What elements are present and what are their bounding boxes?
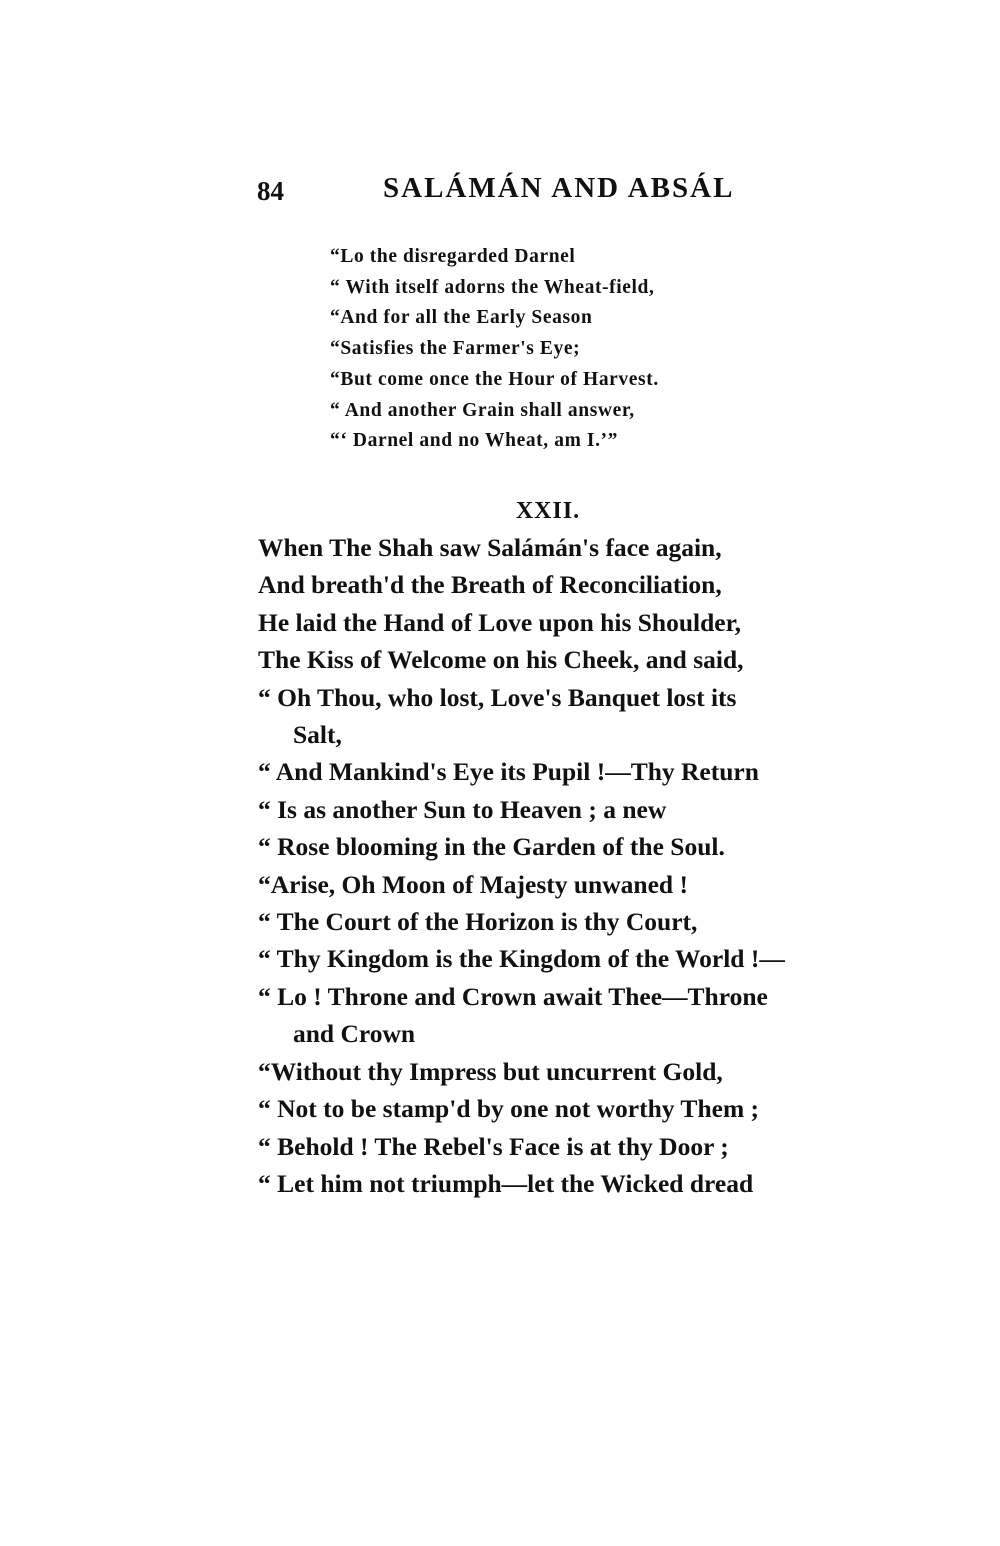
section-heading: XXII.: [515, 498, 581, 524]
verse-line: “But come once the Hour of Harvest.: [330, 368, 659, 390]
verse-line: “Lo the disregarded Darnel: [330, 246, 576, 267]
verse-line: “ Behold ! The Rebel's Face is at thy Door ;: [258, 1131, 729, 1161]
verse-line: When The Shah saw Salámán's face again,: [258, 533, 722, 562]
verse-line: “ Oh Thou, who lost, Love's Banquet lost its: [258, 682, 737, 712]
verse-line: “Without thy Impress but uncurrent Gold,: [258, 1056, 723, 1086]
verse: [258, 529, 785, 1202]
verse-line: “And for all the Early Season: [330, 307, 593, 329]
verse-line: “Arise, Oh Moon of Majesty unwaned !: [258, 869, 688, 899]
verse-line: “ With itself adorns the Wheat-field,: [330, 276, 655, 298]
verse-line: And breath'd the Breath of Reconciliation,: [258, 570, 722, 600]
verse-line: “ Not to be stamp'd by one not worthy Them ;: [258, 1094, 760, 1124]
verse-line: “ Lo ! Throne and Crown await Thee—Throne: [258, 981, 768, 1011]
verse-line: “ And Mankind's Eye its Pupil !—Thy Return: [258, 757, 759, 787]
verse-line: “ Rose blooming in the Garden of the Soul.: [258, 832, 725, 862]
verse-line: “ Thy Kingdom is the Kingdom of the World !—: [258, 944, 785, 974]
running-title: SALÁMÁN AND ABSÁL: [383, 172, 735, 204]
verse-line: “‘ Darnel and no Wheat, am I.’”: [330, 430, 619, 452]
verse-line: and Crown: [293, 1019, 416, 1049]
verse-line: “Satisfies the Farmer's Eye;: [330, 338, 581, 360]
verse-line: He laid the Hand of Love upon his Shoulder,: [258, 607, 741, 637]
page-number: 84: [257, 176, 284, 206]
verse-line: “ And another Grain shall answer,: [330, 399, 635, 421]
verse-line: “ The Court of the Horizon is thy Court,: [258, 907, 698, 937]
verse-line: Salt,: [293, 720, 342, 750]
quoted-verse: [330, 242, 659, 457]
verse-line: “ Let him not triumph—let the Wicked dread: [258, 1168, 754, 1198]
verse-line: “ Is as another Sun to Heaven ; a new: [258, 794, 667, 824]
verse-line: The Kiss of Welcome on his Cheek, and said,: [258, 645, 744, 675]
